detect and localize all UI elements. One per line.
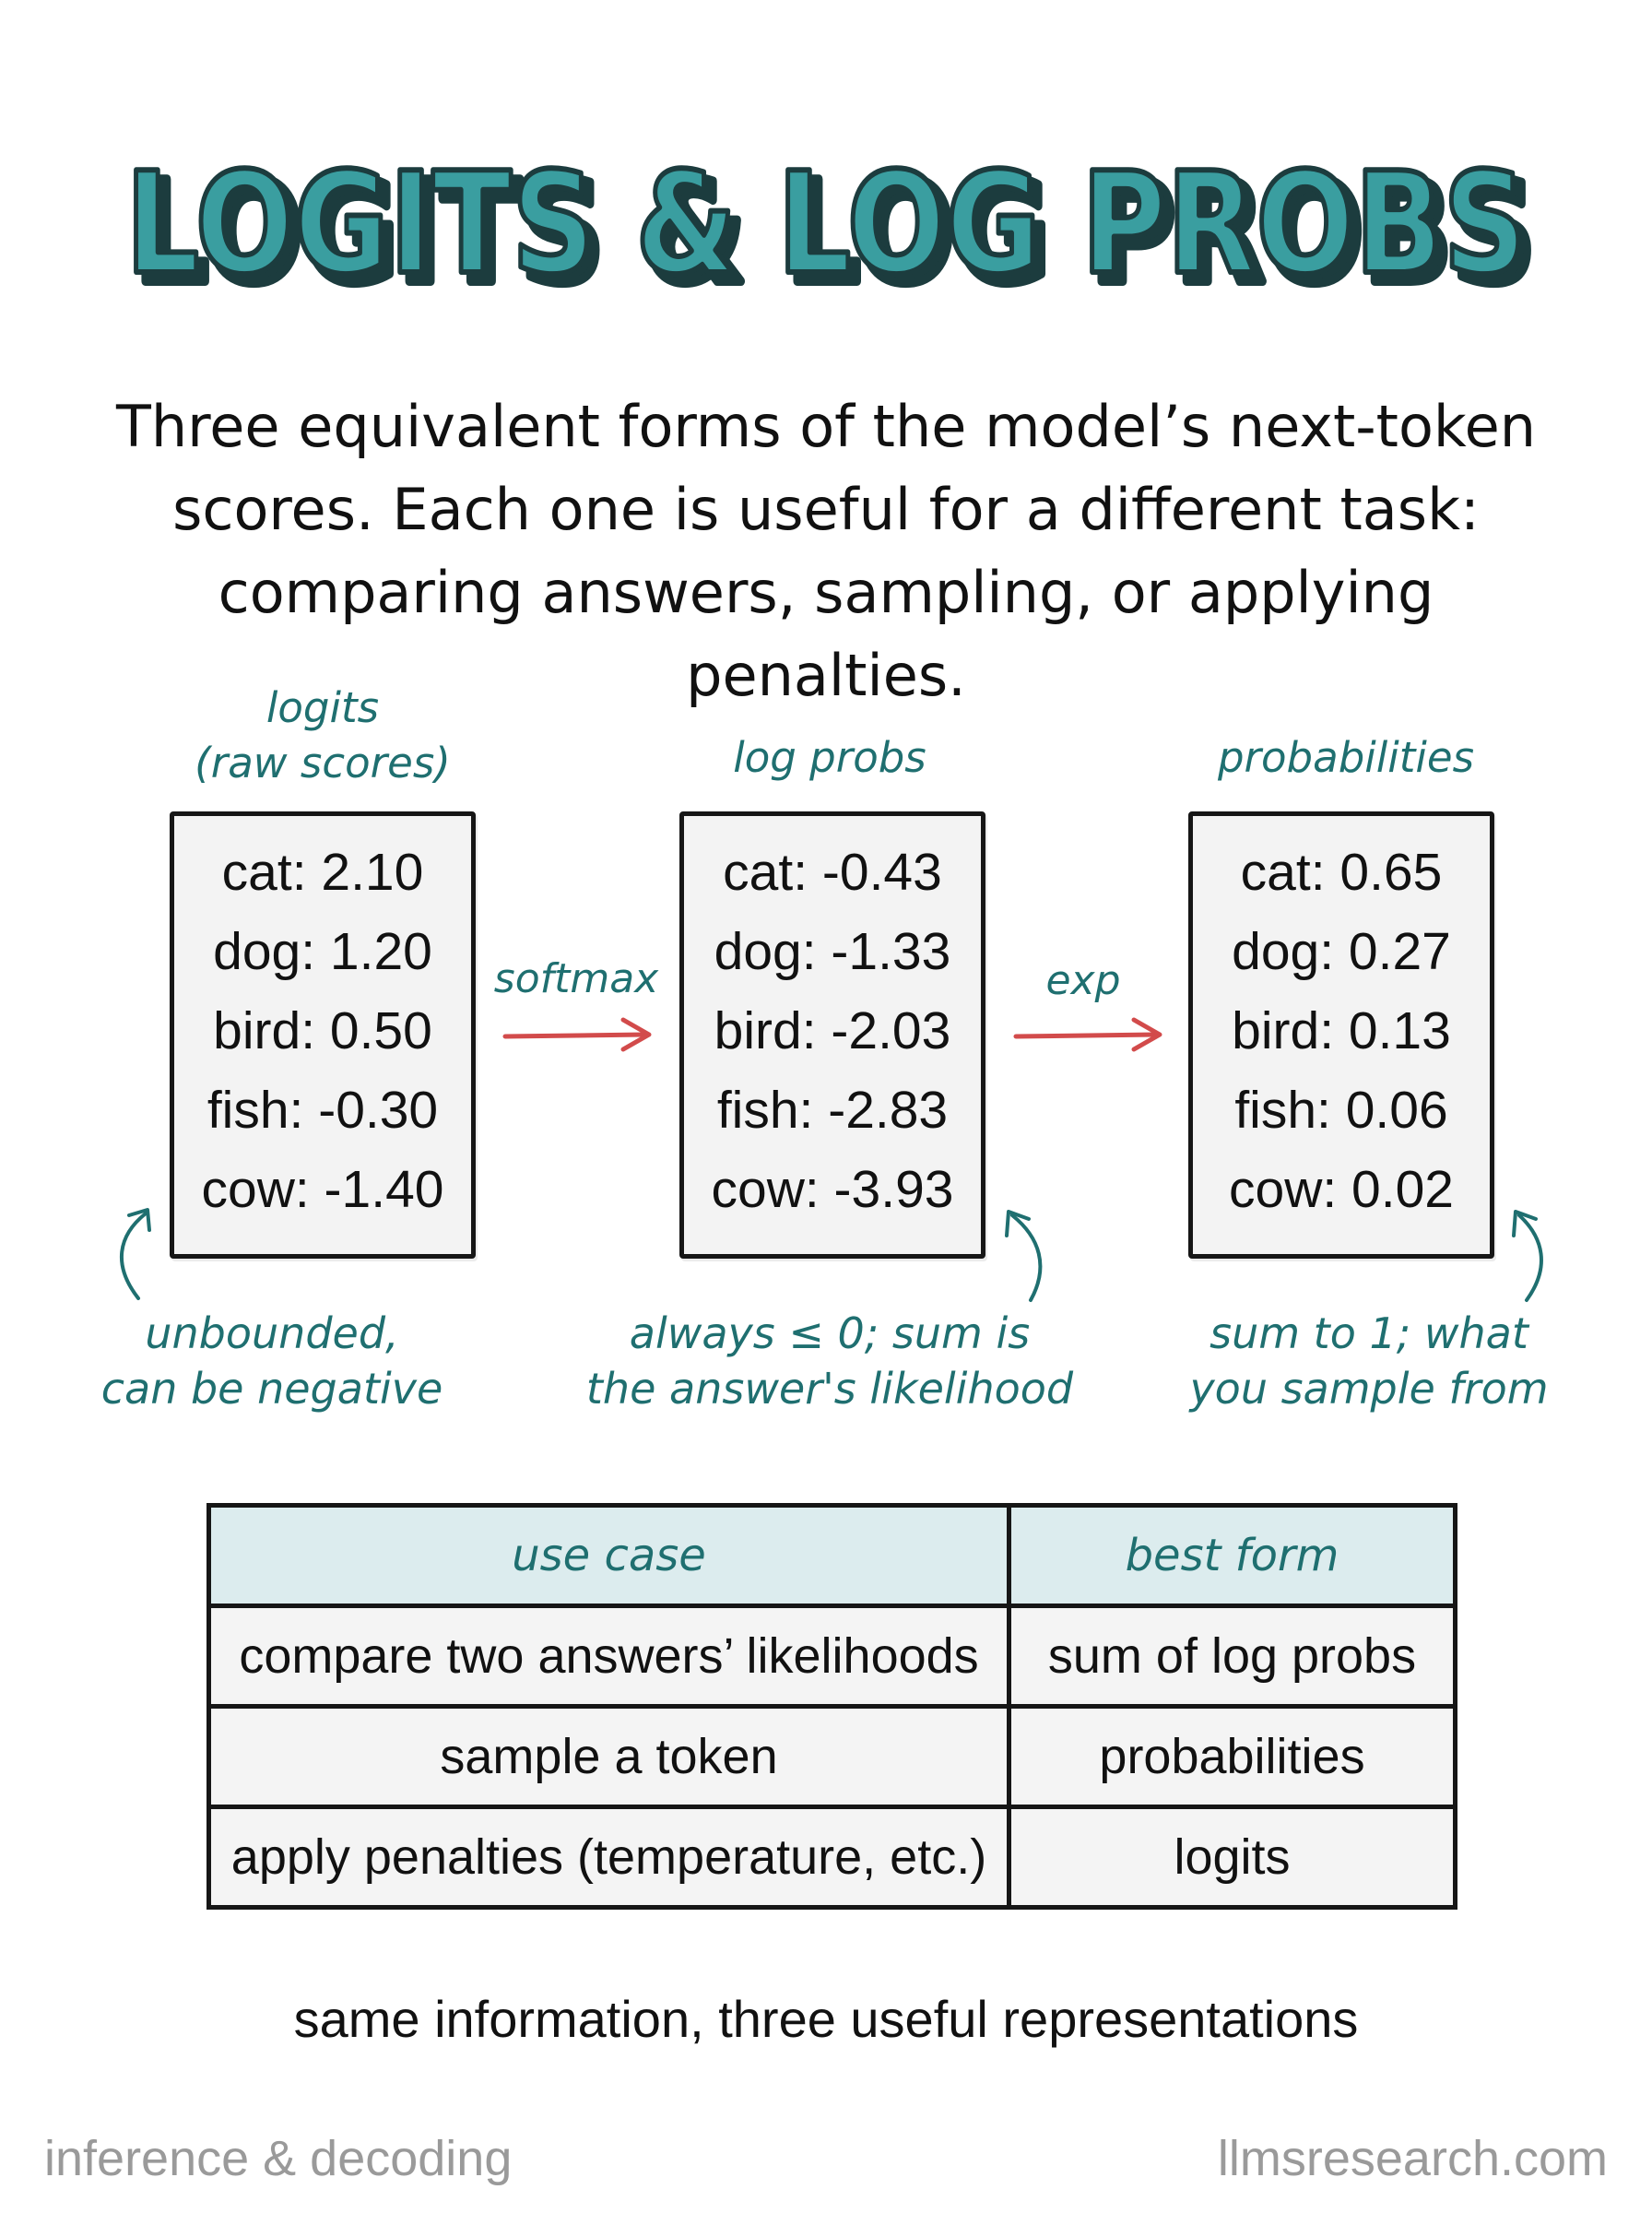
title-shadow: LOGITS & LOG PROBS [135, 151, 1536, 314]
softmax-arrow-icon [505, 1020, 649, 1049]
note-line: you sample from [1189, 1364, 1549, 1414]
best-form-cell: probabilities [1009, 1707, 1456, 1807]
note-line: the answer's likelihood [585, 1364, 1074, 1414]
caption-line: probabilities [1217, 733, 1475, 782]
note-line: always ≤ 0; sum is [629, 1308, 1031, 1358]
logprob-entry: dog: -1.33 [714, 922, 951, 981]
note-line: unbounded, [145, 1308, 399, 1358]
header-best-form: best form [1009, 1506, 1456, 1606]
intro-line: comparing answers, sampling, or applying penalties. [218, 559, 1434, 709]
logits-note-arrow-icon [122, 1210, 149, 1298]
table-row [209, 1807, 1456, 1908]
logit-entry: cow: -1.40 [201, 1160, 444, 1219]
logit-entry: fish: -0.30 [206, 1081, 439, 1140]
logprobs-note [581, 1306, 1079, 1416]
table-row [209, 1606, 1456, 1707]
footer-topic: inference & decoding [44, 2131, 513, 2186]
logprob-entry: bird: -2.03 [714, 1001, 951, 1060]
probabilities-note-arrow-icon [1514, 1212, 1541, 1300]
probability-entry: fish: 0.06 [1234, 1081, 1448, 1140]
table-row [209, 1707, 1456, 1807]
logit-entry: bird: 0.50 [213, 1001, 432, 1060]
intro-line: scores. Each one is useful for a different task: [172, 476, 1480, 543]
logit-entry: dog: 1.20 [213, 922, 432, 981]
probability-entry: cow: 0.02 [1229, 1160, 1454, 1219]
caption-line: log probs [733, 733, 926, 782]
logprob-entry: cat: -0.43 [723, 843, 942, 902]
best-form-cell: logits [1009, 1807, 1456, 1908]
caption-line: (raw scores) [195, 739, 451, 787]
intro-paragraph [88, 385, 1564, 717]
footer-site-link[interactable]: llmsresearch.com [1217, 2131, 1608, 2186]
probabilities-note [1166, 1306, 1572, 1416]
softmax-label: softmax [493, 955, 659, 1002]
table-header-row [209, 1506, 1456, 1606]
intro-line: Three equivalent forms of the model’s next-token [115, 393, 1537, 460]
probability-entry: cat: 0.65 [1240, 843, 1443, 902]
logprobs-note-arrow-icon [1007, 1212, 1040, 1300]
logprob-entry: cow: -3.93 [711, 1160, 954, 1219]
exp-label: exp [1045, 957, 1121, 1004]
best-form-cell: sum of log probs [1009, 1606, 1456, 1707]
logits-caption [138, 680, 507, 791]
probability-entry: bird: 0.13 [1232, 1001, 1451, 1060]
summary-text: same information, three useful representations [293, 1990, 1359, 2048]
note-line: can be negative [100, 1364, 443, 1414]
use-case-cell: sample a token [209, 1707, 1009, 1807]
caption-line: logits [266, 683, 380, 732]
logprobs-caption [645, 730, 1014, 786]
probabilities-box [1188, 811, 1494, 1259]
page-title [0, 138, 1652, 314]
title-text: LOGITS & LOG PROBS [125, 142, 1527, 305]
logprob-entry: fish: -2.83 [716, 1081, 949, 1140]
use-case-table [206, 1503, 1457, 1910]
logits-note [83, 1306, 461, 1416]
note-line: sum to 1; what [1210, 1308, 1528, 1358]
use-case-cell: apply penalties (temperature, etc.) [209, 1807, 1009, 1908]
probability-entry: dog: 0.27 [1232, 922, 1451, 981]
logit-entry: cat: 2.10 [221, 843, 424, 902]
probabilities-caption [1152, 730, 1540, 786]
exp-arrow-icon [1016, 1020, 1160, 1049]
logprobs-box [679, 811, 985, 1259]
use-case-cell: compare two answers’ likelihoods [209, 1606, 1009, 1707]
logits-box [170, 811, 476, 1259]
header-use-case: use case [209, 1506, 1009, 1606]
